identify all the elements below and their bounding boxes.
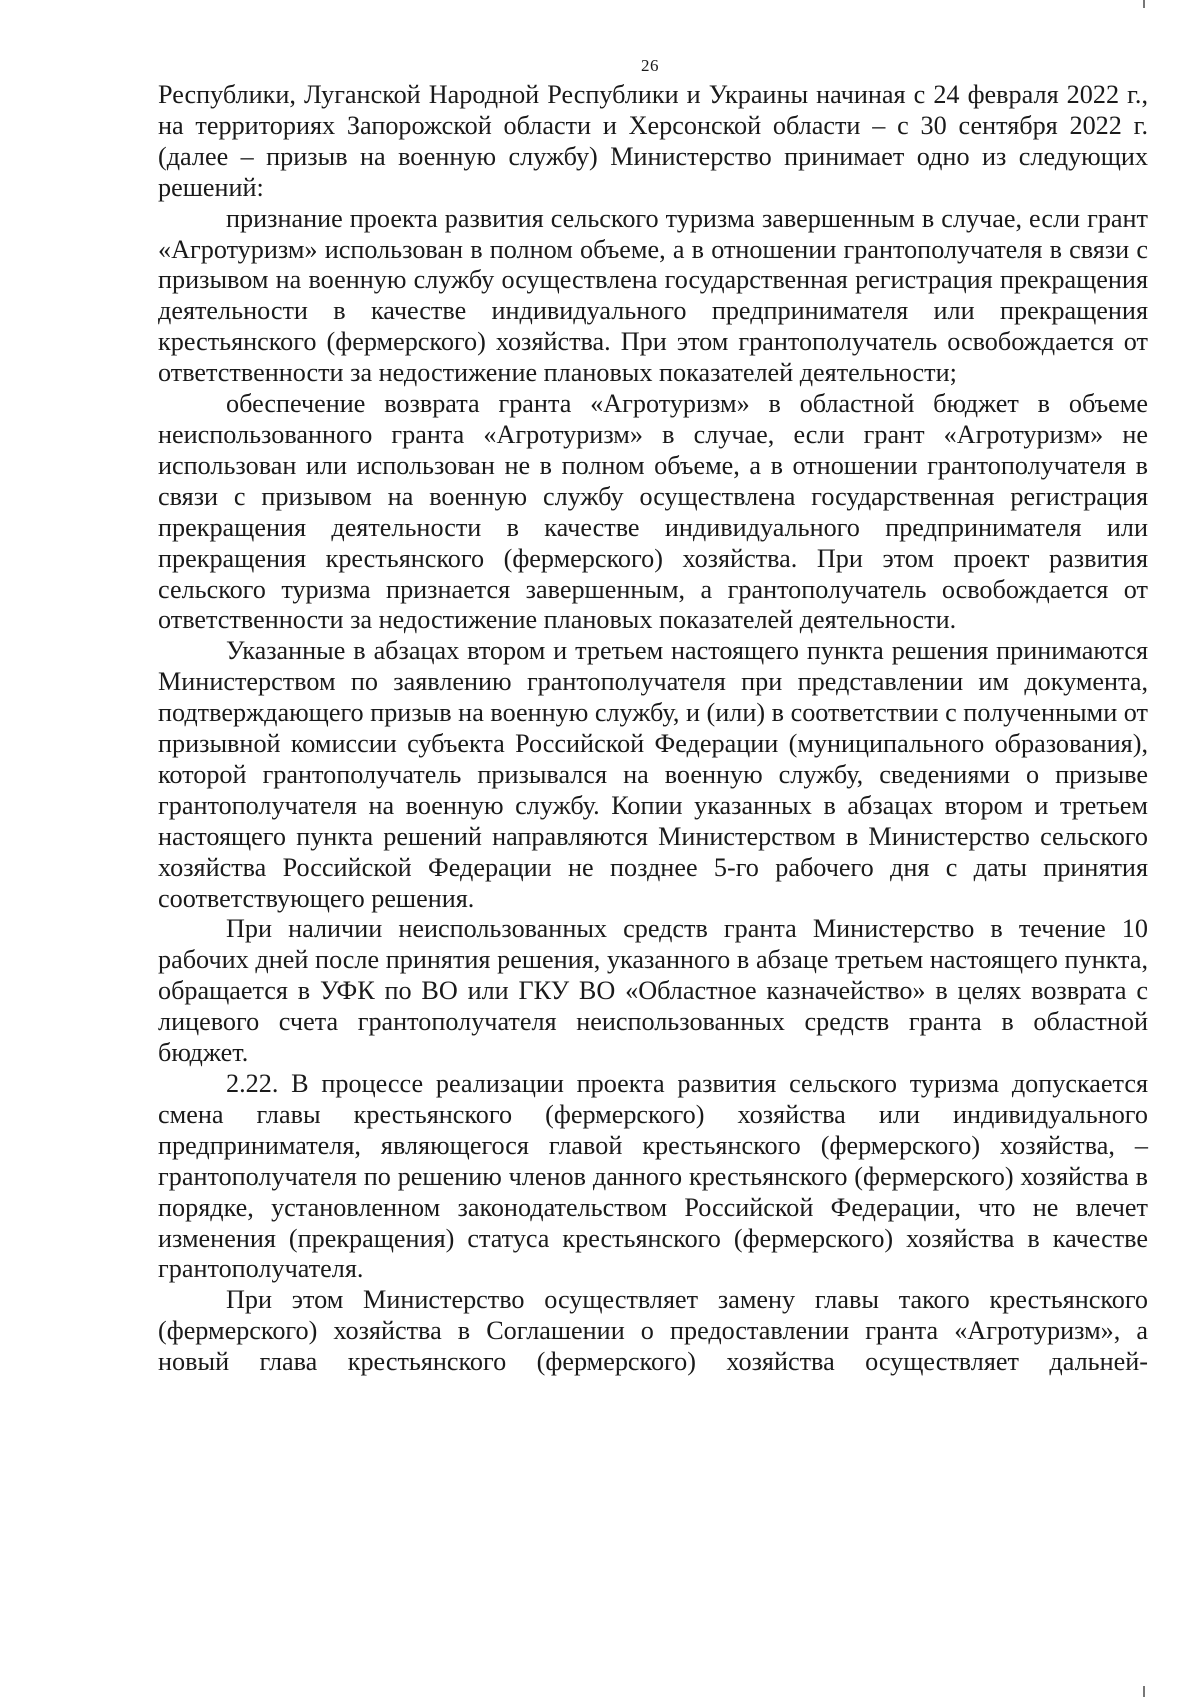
paragraph-head-replacement: При этом Министерство осуществляет замену главы такого крестьянского (фермерского) хозяйства в Соглашении о предоставлении гранта «Агротуризм», а новый глава крестьянского (фермерского) хозяйства осуществляет дальней- [158, 1285, 1148, 1377]
page-number: 26 [641, 56, 659, 75]
document-body [158, 80, 1148, 1378]
scan-edge-mark-top [1143, 0, 1145, 8]
paragraph-grant-return-decision: обеспечение возврата гранта «Агротуризм» в областной бюджет в объеме неиспользованного гранта «Агротуризм» в случае, если грант «Агротуризм» не использован или использован не в полном объеме, а в отношении грантополучателя в связи с призывом на военную службу осуществлена государственная регистрация прекращения деятельности в качестве индивидуального предпринимателя или прекращения крестьянского (фермерского) хозяйства. При этом проект развития сельского туризма признается завершенным, а грантополучатель освобождается от ответственности за недостижение плановых показателей деятельности. [158, 389, 1148, 635]
paragraph-continuation: Республики, Луганской Народной Республики и Украины начиная с 24 февраля 2022 г., на территориях Запорожской области и Херсонской области – с 30 сентября 2022 г. (далее – призыв на военную службу) Министерство принимает одно из следующих решений: [158, 80, 1148, 202]
paragraph-section-2-22: 2.22. В процессе реализации проекта развития сельского туризма допускается смена главы крестьянского (фермерского) хозяйства или индивидуального предпринимателя, являющегося главой крестьянского (фермерского) хозяйства, – грантополучателя по решению членов данного крестьянского (фермерского) хозяйства в порядке, установленном законодательством Российской Федерации, что не влечет изменения (прекращения) статуса крестьянского (фермерского) хозяйства в качестве грантополучателя. [158, 1069, 1148, 1284]
paragraph-recognition-decision: признание проекта развития сельского туризма завершенным в случае, если грант «Агротуризм» использован в полном объеме, а в отношении грантополучателя в связи с призывом на военную службу осуществлена государственная регистрация прекращения деятельности в качестве индивидуального предпринимателя или прекращения крестьянского (фермерского) хозяйства. При этом грантополучатель освобождается от ответственности за недостижение плановых показателей деятельности; [158, 203, 1148, 388]
paragraph-unused-funds: При наличии неиспользованных средств гранта Министерство в течение 10 рабочих дней после принятия решения, указанного в абзаце третьем настоящего пункта, обращается в УФК по ВО или ГКУ ВО «Областное казначейство» в целях возврата с лицевого счета грантополучателя неиспользованных средств гранта в областной бюджет. [158, 914, 1148, 1068]
paragraph-decision-procedure: Указанные в абзацах втором и третьем настоящего пункта решения принимаются Министерством по заявлению грантополучателя при представлении им документа, подтверждающего призыв на военную службу, и (или) в соответствии с полученными от призывной комиссии субъекта Российской Федерации (муниципального образования), которой грантополучатель призывался на военную службу, сведениями о призыве грантополучателя на военную службу. Копии указанных в абзацах втором и третьем настоящего пункта решений направляются Министерством в Министерство сельского хозяйства Российской Федерации не позднее 5-го рабочего дня с даты принятия соответствующего решения. [158, 636, 1148, 913]
scan-edge-mark-bottom [1143, 1686, 1145, 1697]
